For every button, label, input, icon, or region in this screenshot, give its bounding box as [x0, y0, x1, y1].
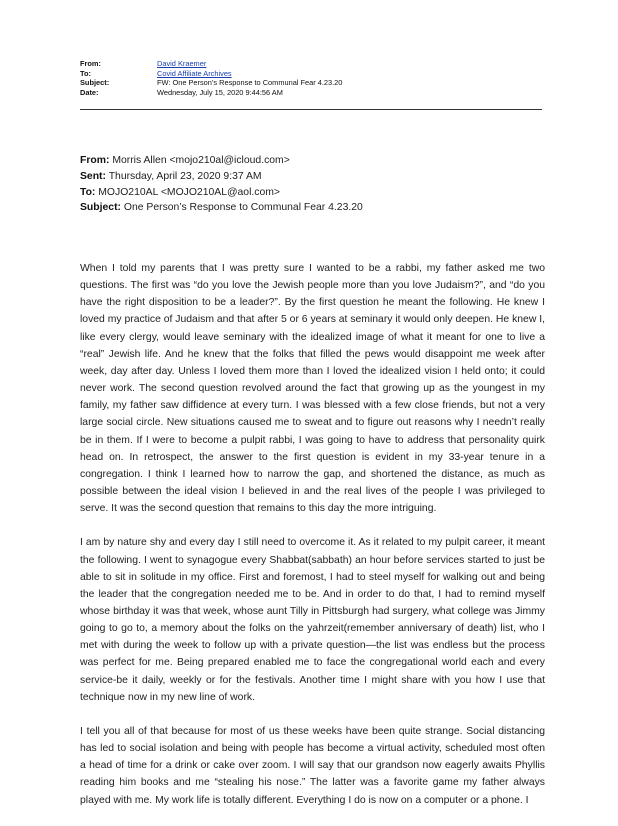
header-from-row [80, 59, 342, 69]
forwarded-from-label: From: [80, 155, 110, 166]
forwarded-sent-label: Sent: [80, 170, 106, 182]
forwarded-header [80, 153, 363, 216]
forwarded-subject-line [80, 200, 363, 216]
forwarded-from-value: Morris Allen <mojo210al@icloud.com> [112, 155, 290, 166]
header-date-row [80, 88, 342, 98]
email-body [80, 260, 545, 826]
forwarded-to-label: To: [80, 186, 96, 198]
forwarded-to-line [80, 185, 363, 201]
header-from-label: From: [80, 59, 101, 68]
forwarded-sent-value: Thursday, April 23, 2020 9:37 AM [108, 170, 262, 182]
header-divider [80, 109, 542, 110]
forwarded-subject-value: One Person’s Response to Communal Fear 4.23.20 [123, 202, 363, 214]
forwarded-subject-label: Subject: [80, 202, 121, 214]
header-subject-label: Subject: [80, 78, 110, 88]
header-to-label: To: [80, 68, 91, 78]
header-to-row [80, 69, 342, 79]
header-to-link[interactable]: Covid Affiliate Archives [157, 68, 232, 78]
body-paragraph-1: When I told my parents that I was pretty sure I wanted to be a rabbi, my father asked me two questions. The first was “do you love the Jewish people more than you love Judaism?”, and “do you have the right disposition to be a leader?”. By the first question he meant the following. He knew I loved my practice of Judaism and that after 5 or 6 years at seminary it would only deepen. He knew I, like every clergy, would leave seminary with the idealized image of what it meant for one to live a “real” Jewish life. And he knew that the folks that filled the pews would disappoint me week after week, day after day. Unless I loved them more than I loved the idealized vision I held onto; it could never work. The second question revolved around the fact that growing up as the youngest in my family, my father saw diffidence at every turn. I was blessed with a few close friends, but not a very large social circle. New situations caused me to sweat and to figure out reasons why I needn’t really be in them. If I were to become a pulpit rabbi, I was going to have to address that personality quirk head on. In retrospect, the answer to the first question is evident in my 33-year tenure in a congregation. I think I learned how to narrow the gap, and shortened the distance, as much as possible between the ideal vision I believed in and the real lives of the people I was privileged to serve. It was the second question that remains to this day the more intriguing. [80, 263, 545, 515]
forwarded-to-value: MOJO210AL <MOJO210AL@aol.com> [98, 186, 280, 198]
email-header [80, 59, 342, 98]
header-from-link[interactable]: David Kraemer [157, 59, 207, 68]
header-subject-row [80, 78, 342, 88]
forwarded-sent-line [80, 169, 363, 185]
body-paragraph-2: I am by nature shy and every day I still need to overcome it. As it related to my pulpit career, it meant the following. I went to synagogue every Shabbat(sabbath) an hour before services started to just be able to sit in solitude in my office. First and foremost, I had to steel myself for walking out and being the leader that the congregation needed me to be. And in order to do that, I had to remind myself whose birthday it was that week, whose aunt Tilly in Pittsburgh had surgery, what college was Jimmy going to go to, a memory about the folks on the yahrzeit(remember anniversary of death) list, who I met with during the week to follow up with a private question—the list was endless but the process was perfect for me. Being prepared enabled me to face the congregational world each and every service-be it daily, weekly or for the festivals. Another time I might share with you how I use that technique now in my new line of work. [80, 537, 545, 703]
forwarded-from-line [80, 153, 363, 169]
header-subject-value: FW: One Person’s Response to Communal Fear 4.23.20 [157, 78, 343, 88]
header-date-value: Wednesday, July 15, 2020 9:44:56 AM [157, 88, 283, 98]
body-paragraph-3: I tell you all of that because for most of us these weeks have been quite strange. Social distancing has led to social isolation and being with people has become a virtual activity, scheduled most often a head of time for a drink or cake over zoom. I will say that our grandson now eagerly awaits Phyllis reading him books and me “stealing his nose.” The latter was a favorite game my father always played with me. My work life is totally different. Everything I do is now on a computer or a phone. I [80, 725, 545, 806]
header-date-label: Date: [80, 88, 99, 98]
